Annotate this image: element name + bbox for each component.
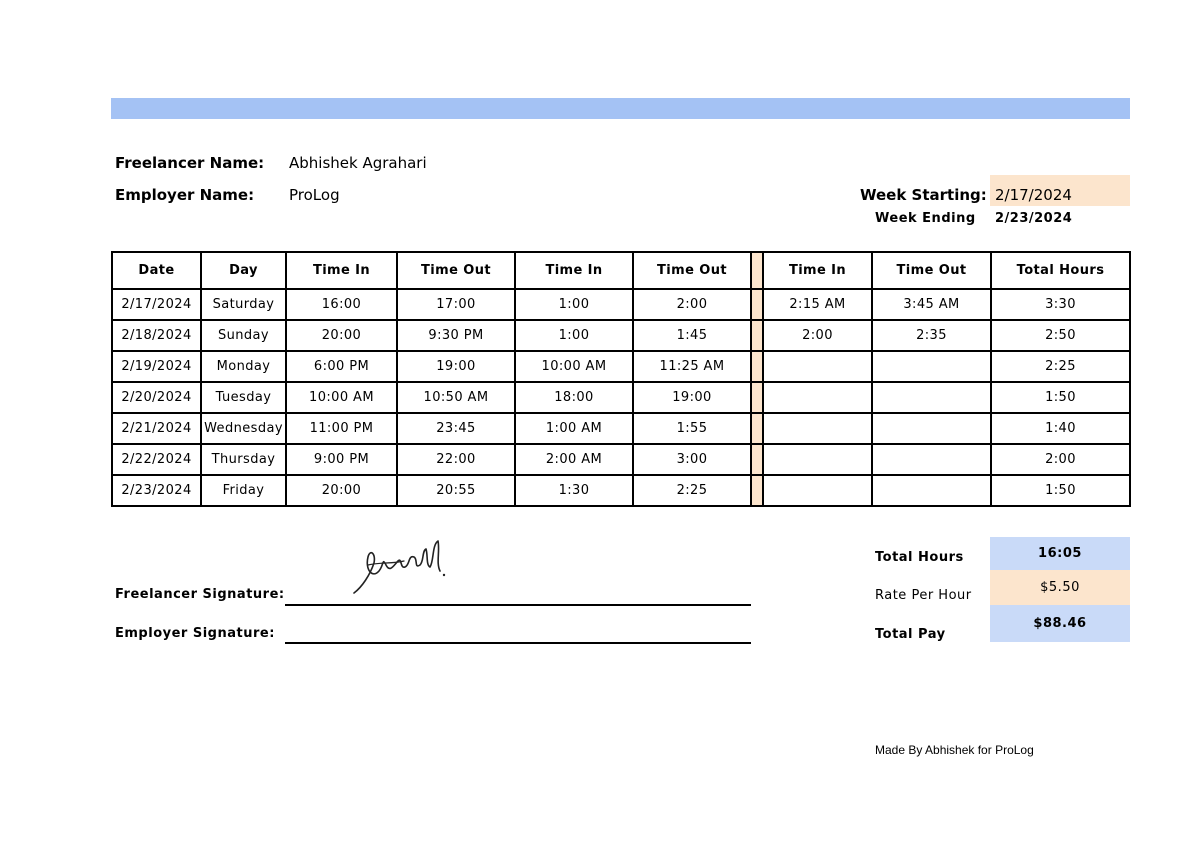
- col-date: Date: [112, 252, 201, 289]
- cell-total-hours[interactable]: 3:30: [991, 289, 1130, 320]
- cell-total-hours[interactable]: 1:50: [991, 382, 1130, 413]
- cell-separator: [751, 289, 763, 320]
- table-row: [112, 351, 1130, 382]
- cell-total-hours[interactable]: 1:50: [991, 475, 1130, 506]
- cell-day[interactable]: Sunday: [201, 320, 286, 351]
- col-separator: [751, 252, 763, 289]
- week-ending-label: Week Ending: [875, 211, 976, 226]
- cell-day[interactable]: Wednesday: [201, 413, 286, 444]
- cell-total-hours[interactable]: 2:25: [991, 351, 1130, 382]
- col-time-out-2: Time Out: [633, 252, 751, 289]
- week-starting-value[interactable]: 2/17/2024: [995, 186, 1072, 204]
- cell-separator: [751, 475, 763, 506]
- cell-time-out-3[interactable]: [872, 413, 991, 444]
- week-ending-value: 2/23/2024: [995, 211, 1073, 226]
- total-pay-value: $88.46: [990, 605, 1130, 642]
- cell-total-hours[interactable]: 2:00: [991, 444, 1130, 475]
- week-starting-label: Week Starting:: [860, 186, 987, 204]
- col-total-hours: Total Hours: [991, 252, 1130, 289]
- cell-time-out-2[interactable]: 3:00: [633, 444, 751, 475]
- cell-time-out-2[interactable]: 1:55: [633, 413, 751, 444]
- footer-credit: Made By Abhishek for ProLog: [875, 743, 1034, 757]
- table-row: [112, 382, 1130, 413]
- table-row: [112, 475, 1130, 506]
- cell-date[interactable]: 2/18/2024: [112, 320, 201, 351]
- cell-time-in-1[interactable]: 6:00 PM: [286, 351, 397, 382]
- cell-separator: [751, 413, 763, 444]
- cell-separator: [751, 351, 763, 382]
- cell-time-in-1[interactable]: 10:00 AM: [286, 382, 397, 413]
- cell-total-hours[interactable]: 1:40: [991, 413, 1130, 444]
- cell-time-in-3[interactable]: 2:15 AM: [763, 289, 872, 320]
- cell-time-in-2[interactable]: 1:00 AM: [515, 413, 633, 444]
- total-hours-value: 16:05: [990, 537, 1130, 570]
- freelancer-name-label: Freelancer Name:: [115, 154, 265, 172]
- cell-day[interactable]: Saturday: [201, 289, 286, 320]
- cell-time-out-2[interactable]: 1:45: [633, 320, 751, 351]
- cell-time-in-1[interactable]: 11:00 PM: [286, 413, 397, 444]
- cell-date[interactable]: 2/19/2024: [112, 351, 201, 382]
- cell-time-in-2[interactable]: 1:30: [515, 475, 633, 506]
- cell-time-in-2[interactable]: 10:00 AM: [515, 351, 633, 382]
- cell-time-out-3[interactable]: [872, 382, 991, 413]
- col-day: Day: [201, 252, 286, 289]
- cell-total-hours[interactable]: 2:50: [991, 320, 1130, 351]
- cell-time-out-3[interactable]: [872, 351, 991, 382]
- timesheet-table: [111, 251, 1131, 507]
- employer-signature-label: Employer Signature:: [115, 626, 275, 641]
- table-row: [112, 320, 1130, 351]
- cell-day[interactable]: Thursday: [201, 444, 286, 475]
- rate-per-hour-label: Rate Per Hour: [875, 588, 972, 603]
- cell-day[interactable]: Monday: [201, 351, 286, 382]
- rate-per-hour-value[interactable]: $5.50: [990, 570, 1130, 605]
- header-banner: [111, 98, 1130, 119]
- col-time-out-1: Time Out: [397, 252, 515, 289]
- timesheet-header-row: [112, 252, 1130, 289]
- cell-time-out-1[interactable]: 10:50 AM: [397, 382, 515, 413]
- cell-date[interactable]: 2/22/2024: [112, 444, 201, 475]
- cell-time-in-2[interactable]: 1:00: [515, 289, 633, 320]
- cell-time-in-3[interactable]: [763, 351, 872, 382]
- employer-name-value[interactable]: ProLog: [289, 186, 340, 204]
- cell-date[interactable]: 2/21/2024: [112, 413, 201, 444]
- cell-time-in-3[interactable]: [763, 382, 872, 413]
- cell-time-out-1[interactable]: 23:45: [397, 413, 515, 444]
- employer-signature-line[interactable]: [285, 642, 751, 644]
- freelancer-signature-label: Freelancer Signature:: [115, 587, 285, 602]
- cell-time-in-2[interactable]: 2:00 AM: [515, 444, 633, 475]
- table-row: [112, 413, 1130, 444]
- employer-name-label: Employer Name:: [115, 186, 255, 204]
- cell-time-out-2[interactable]: 11:25 AM: [633, 351, 751, 382]
- cell-date[interactable]: 2/17/2024: [112, 289, 201, 320]
- cell-separator: [751, 320, 763, 351]
- table-row: [112, 289, 1130, 320]
- cell-separator: [751, 382, 763, 413]
- freelancer-name-value[interactable]: Abhishek Agrahari: [289, 154, 427, 172]
- cell-time-in-1[interactable]: 16:00: [286, 289, 397, 320]
- cell-time-in-3[interactable]: [763, 475, 872, 506]
- cell-date[interactable]: 2/23/2024: [112, 475, 201, 506]
- cell-time-out-2[interactable]: 2:00: [633, 289, 751, 320]
- cell-date[interactable]: 2/20/2024: [112, 382, 201, 413]
- cell-time-out-1[interactable]: 22:00: [397, 444, 515, 475]
- cell-day[interactable]: Tuesday: [201, 382, 286, 413]
- cell-time-in-2[interactable]: 18:00: [515, 382, 633, 413]
- cell-time-out-2[interactable]: 19:00: [633, 382, 751, 413]
- cell-time-out-2[interactable]: 2:25: [633, 475, 751, 506]
- cell-time-out-3[interactable]: 3:45 AM: [872, 289, 991, 320]
- cell-time-in-2[interactable]: 1:00: [515, 320, 633, 351]
- cell-time-out-3[interactable]: 2:35: [872, 320, 991, 351]
- cell-time-in-1[interactable]: 20:00: [286, 475, 397, 506]
- cell-time-in-3[interactable]: [763, 413, 872, 444]
- freelancer-signature-image: [348, 535, 452, 599]
- cell-day[interactable]: Friday: [201, 475, 286, 506]
- cell-time-out-1[interactable]: 9:30 PM: [397, 320, 515, 351]
- cell-time-out-1[interactable]: 20:55: [397, 475, 515, 506]
- col-time-in-3: Time In: [763, 252, 872, 289]
- col-time-out-3: Time Out: [872, 252, 991, 289]
- col-time-in-2: Time In: [515, 252, 633, 289]
- cell-time-in-3[interactable]: [763, 444, 872, 475]
- col-time-in-1: Time In: [286, 252, 397, 289]
- cell-time-out-3[interactable]: [872, 475, 991, 506]
- table-row: [112, 444, 1130, 475]
- cell-time-in-1[interactable]: 9:00 PM: [286, 444, 397, 475]
- total-pay-label: Total Pay: [875, 627, 946, 642]
- cell-time-out-3[interactable]: [872, 444, 991, 475]
- freelancer-signature-line[interactable]: [285, 604, 751, 606]
- cell-time-in-1[interactable]: 20:00: [286, 320, 397, 351]
- total-hours-label: Total Hours: [875, 550, 964, 565]
- cell-time-in-3[interactable]: 2:00: [763, 320, 872, 351]
- cell-time-out-1[interactable]: 17:00: [397, 289, 515, 320]
- cell-time-out-1[interactable]: 19:00: [397, 351, 515, 382]
- cell-separator: [751, 444, 763, 475]
